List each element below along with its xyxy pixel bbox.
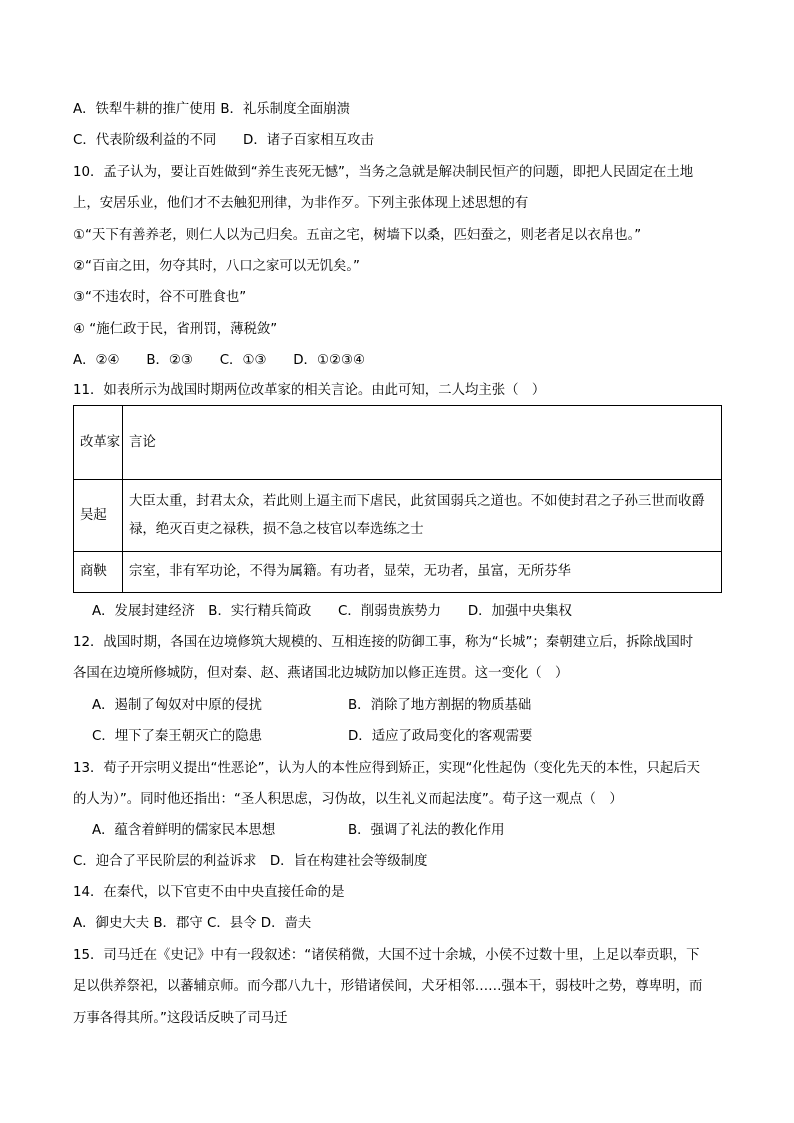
table-header-row — [74, 406, 722, 480]
q12-option-a: A．遏制了匈奴对中原的侵扰 — [92, 698, 262, 713]
q13-stem-line-2: 的人为）”。同时他还指出：“圣人积思虑，习伪故，以生礼义而起法度”。荀子这一观点（ ） — [73, 792, 623, 807]
q11-stem: 11．如表所示为战国时期两位改革家的相关言论。由此可知，二人均主张（ ） — [73, 383, 546, 398]
q10-item-4: ④ “施仁政于民，省刑罚，薄税敛” — [73, 322, 278, 337]
q15-stem-line-2: 足以供养祭祀，以蕃辅京师。而今郡八九十，形错诸侯间，犬牙相邻……强本干，弱枝叶之势，尊卑明，而 — [73, 979, 703, 994]
reformers-table — [73, 405, 722, 593]
q10-options: A．②④ B．②③ C．①③ D．①②③④ — [73, 353, 365, 368]
table-row — [74, 480, 722, 552]
q10-item-2: ②“百亩之田，勿夺其时，八口之家可以无饥矣。” — [73, 259, 360, 274]
q12-option-d: D．适应了政局变化的客观需要 — [348, 729, 533, 744]
q11-options: A．发展封建经济 B．实行精兵简政 C．削弱贵族势力 D．加强中央集权 — [92, 604, 572, 619]
q9-options-ab: A．铁犁牛耕的推广使用 B．礼乐制度全面崩溃 — [73, 102, 351, 117]
row-quote: 大臣太重，封君太众，若此则上逼主而下虐民，此贫国弱兵之道也。不如使封君之子孙三世而收爵禄，绝灭百吏之禄秩，损不急之枝官以奉选练之士 — [123, 480, 722, 552]
row-reformer-name: 商鞅 — [74, 552, 123, 593]
q13-stem-line-1: 13．荀子开宗明义提出“性恶论”，认为人的本性应得到矫正，实现“化性起伪（变化先天的本性，只起后天 — [73, 761, 701, 776]
q10-item-3: ③“不违农时，谷不可胜食也” — [73, 290, 247, 305]
q14-options: A．御史大夫 B．郡守 C．县令 D．啬夫 — [73, 916, 312, 931]
q10-stem-line-2: 上，安居乐业，他们才不去触犯刑律，为非作歹。下列主张体现上述思想的有 — [73, 196, 529, 211]
q12-option-b: B．消除了地方割据的物质基础 — [348, 698, 532, 713]
q12-option-c: C．埋下了秦王朝灭亡的隐患 — [92, 729, 263, 744]
q15-stem-line-1: 15．司马迁在《史记》中有一段叙述：“诸侯稍微，大国不过十余城，小侯不过数十里，上足以奉贡职，下 — [73, 948, 700, 963]
row-reformer-name: 吴起 — [74, 480, 123, 552]
header-reformer: 改革家 — [74, 406, 123, 480]
q12-stem-line-1: 12．战国时期，各国在边境修筑大规模的、互相连接的防御工事，称为“长城”；秦朝建立后，拆除战国时 — [73, 635, 694, 650]
q13-option-a: A．蕴含着鲜明的儒家民本思想 — [92, 823, 276, 838]
header-quote: 言论 — [123, 406, 722, 480]
q15-stem-line-3: 万事各得其所。”这段话反映了司马迁 — [73, 1011, 288, 1026]
q12-stem-line-2: 各国在边境所修城防，但对秦、赵、燕诸国北边城防加以修正连贯。这一变化（ ） — [73, 666, 569, 681]
q9-options-cd: C．代表阶级利益的不同 D．诸子百家相互攻击 — [73, 133, 374, 148]
table-row — [74, 552, 722, 593]
q14-stem: 14．在秦代，以下官吏不由中央直接任命的是 — [73, 885, 345, 900]
row-quote: 宗室，非有军功论，不得为属籍。有功者，显荣，无功者，虽富，无所芬华 — [123, 552, 722, 593]
q10-item-1: ①“天下有善养老，则仁人以为己归矣。五亩之宅，树墙下以桑，匹妇蚕之，则老者足以衣帛也。” — [73, 228, 642, 243]
q13-options-cd: C．迎合了平民阶层的利益诉求 D．旨在构建社会等级制度 — [73, 854, 428, 869]
q10-stem-line-1: 10．孟子认为，要让百姓做到“养生丧死无憾”，当务之急就是解决制民恒产的问题，即把人民固定在土地 — [73, 165, 694, 180]
q13-option-b: B．强调了礼法的教化作用 — [348, 823, 505, 838]
